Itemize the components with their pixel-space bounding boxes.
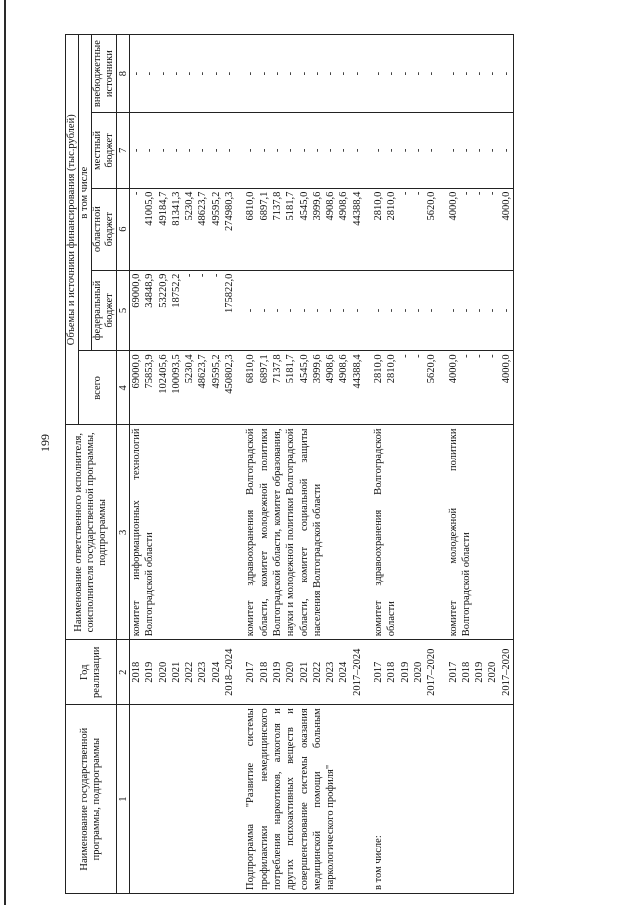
table-row [447,35,514,894]
header-extrabudget: внебюджетные источники [92,35,117,113]
federal-cell: - - - - - [447,270,514,351]
header-executor: Наименование ответственного исполнителя, соисполнителя государственной программы, подпрограммы [66,425,117,640]
local-cell: - - - - - - - - [130,113,237,188]
column-number: 7 [117,113,130,188]
header-program-name: Наименование государственной программы, подпрограммы [66,705,117,894]
header-including: в том числе [79,35,92,351]
table-row [130,35,237,894]
years-cell: 2018 2019 2020 2021 2022 2023 2024 2018–2024 [130,640,237,705]
header-regional: областной бюджет [92,188,117,270]
years-cell: 2017 2018 2019 2020 2017–2020 [447,640,514,705]
regional-cell: 6810,0 6897,1 7137,8 5181,7 4545,0 3999,6 4908,6 4908,6 44388,4 [244,188,364,270]
column-number: 3 [117,425,130,640]
total-cell: 69000,0 75853,9 102405,6 100093,5 5230,4 48623,7 49595,2 450802,3 [130,351,237,425]
executor-cell: комитет информационных технологий Волгоградской области [130,425,237,640]
program-name-cell [447,705,514,894]
federal-cell: - - - - - [372,270,438,351]
program-name-cell [130,705,237,894]
scan-border-line [4,0,6,905]
regional-cell: 2810,0 2810,0 - - 5620,0 [372,188,438,270]
column-number: 6 [117,188,130,270]
column-number: 5 [117,270,130,351]
executor-cell: комитет молодежной политики Волгоградской области [447,425,514,640]
extrabudget-cell: - - - - - - - - - [244,35,364,113]
financing-table [65,34,514,894]
row-spacer [364,35,372,894]
page-number: 199 [38,434,52,452]
column-number: 8 [117,35,130,113]
years-cell: 2017 2018 2019 2020 2021 2022 2023 2024 2017–2024 [244,640,364,705]
row-spacer [439,35,447,894]
table-row [372,35,438,894]
header-total: всего [79,351,117,425]
regional-cell: 4000,0 - - - 4000,0 [447,188,514,270]
regional-cell: - 41005,0 49184,7 81341,3 5230,4 48623,7 49595,2 274980,3 [130,188,237,270]
federal-cell: - - - - - - - - - [244,270,364,351]
local-cell: - - - - - - - - - [244,113,364,188]
column-number: 4 [117,351,130,425]
extrabudget-cell: - - - - - [372,35,438,113]
years-cell: 2017 2018 2019 2020 2017–2020 [372,640,438,705]
local-cell: - - - - - [447,113,514,188]
local-cell: - - - - - [372,113,438,188]
column-number: 2 [117,640,130,705]
program-name-cell: Подпрограмма "Развитие системы профилактики немедицинского потребления наркотиков, алкоголя и других психоактивных веществ и совершенствование системы оказания медицинской помощи больным наркологического профиля" [244,705,364,894]
header-year: Год реализации [66,640,117,705]
total-cell: 2810,0 2810,0 - - 5620,0 [372,351,438,425]
column-number: 1 [117,705,130,894]
header-federal: федеральный бюджет [92,270,117,351]
extrabudget-cell: - - - - - [447,35,514,113]
header-financing: Объемы и источники финансирования (тыс.рублей) [66,35,79,426]
total-cell: 4000,0 - - - 4000,0 [447,351,514,425]
table-row [244,35,364,894]
header-local: местный бюджет [92,113,117,188]
total-cell: 6810,0 6897,1 7137,8 5181,7 4545,0 3999,6 4908,6 4908,6 44388,4 [244,351,364,425]
executor-cell: комитет здравоохранения Волгоградской области [372,425,438,640]
program-name-cell: в том числе: [372,705,438,894]
federal-cell: 69000,0 34848,9 53220,9 18752,2 - - - 175822,0 [130,270,237,351]
row-spacer [236,35,244,894]
rotated-table-sheet [65,34,630,894]
executor-cell: комитет здравоохранения Волгоградской области, комитет молодежной политики Волгоградской области, комитет образования, науки и молодежной политики Волгоградской области, комитет социальной защиты населения Волгоградской области [244,425,364,640]
extrabudget-cell: - - - - - - - - [130,35,237,113]
